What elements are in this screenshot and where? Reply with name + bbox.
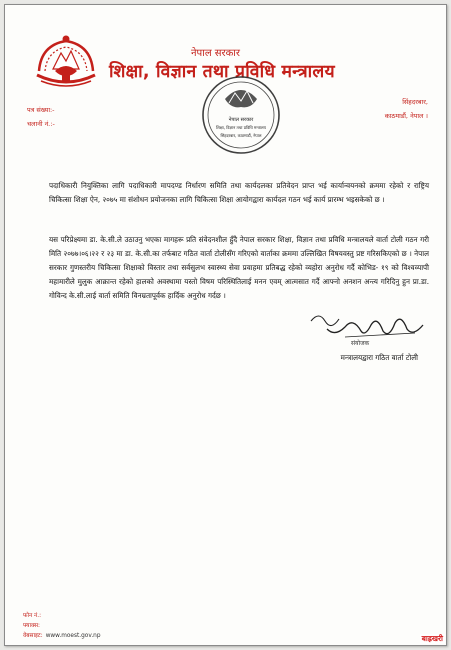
- body-paragraph-1: पदाधिकारी नियुक्तिका लागि पदाधिकारी मापदण्ड निर्धारण समिति तथा कार्यदलका प्रतिवेदन प्राप्त भई कार्यान्वयनको क्रममा रहेको र राष्ट्रिय चिकित्सा शिक्षा ऐन, २०७५ मा संशोधन प्रयोजनका लागि चिकित्सा शिक्षा आयोगद्वारा कार्यदल गठन भई कार्य प्रारम्भ भइसकेको छ ।: [49, 181, 429, 204]
- footer-phone: [23, 611, 41, 619]
- phone-label: फोन नं.:: [23, 613, 42, 619]
- nepal-emblem-logo: [31, 31, 101, 93]
- publisher-watermark: बाह्रखरी: [421, 634, 443, 643]
- footer-fax: [23, 621, 40, 629]
- signatory-title: मन्त्रालयद्वारा गठित वार्ता टोली: [340, 353, 418, 362]
- website-label: वेबसाइट:: [23, 633, 43, 639]
- dispatch-number-label: चलानी नं.:-: [27, 120, 55, 128]
- stamp-text-bottom: सिंहदरबार, काठमाडौं, नेपाल: [220, 133, 262, 138]
- fax-label: फ्याक्स:: [23, 623, 40, 629]
- footer-website: [23, 631, 101, 639]
- official-stamp: [199, 73, 283, 157]
- stamp-text-middle: शिक्षा, विज्ञान तथा प्रविधि मन्त्रालय: [216, 125, 266, 130]
- stamp-text-top: नेपाल सरकार: [228, 117, 254, 123]
- signature-initials: संयोजक: [351, 340, 370, 347]
- body-paragraph-2: यस परिप्रेक्ष्यमा डा. के.सी.ले उठाउनु भएका मागहरू प्रति संवेदनशील हुँदै नेपाल सरकार शिक्षा, विज्ञान तथा प्रविधि मन्त्रालयले वार्ता टोली गठन गरी मिति २०७७।०६।२२ र २३ मा डा. के.सी.का तर्फबाट गठित वार्ता टोलीसँग गरिएको वार्ताका क्रममा उल्लिखित विषयवस्तु प्रष्ट गरिसकिएको छ । नेपाल सरकार गुणस्तरीय चिकित्सा शिक्षाको विस्तार तथा सर्वसुलभ स्वास्थ्य सेवा प्रवाहमा प्रतिबद्ध रहेको व्यहोरा अनुरोध गर्दै कोभिड- १९ को विश्वव्यापी महामारीले मुलुक आक्रान्त रहेको हालको अवस्थामा यस्तो विषम परिस्थितिलाई मनन एवम् आत्मसात गर्दै आफ्नो अनशन अन्त्य गरिदिनु हुन प्रा.डा. गोविन्द के.सी.लाई वार्ता समिति विनम्रतापूर्वक हार्दिक अनुरोध गर्दछ ।: [49, 235, 429, 300]
- ministry-name: शिक्षा, विज्ञान तथा प्रविधि मन्त्रालय: [109, 62, 335, 82]
- government-name: नेपाल सरकार: [191, 48, 240, 59]
- address-line-2: काठमाडौं, नेपाल ।: [384, 112, 428, 120]
- website-url[interactable]: www.moest.gov.np: [45, 633, 101, 639]
- letter-number-label: पत्र संख्या:-: [27, 106, 55, 114]
- handwritten-signature: [305, 307, 429, 347]
- letter-page: [4, 4, 447, 646]
- address-line-1: सिंहदरबार,: [402, 98, 428, 106]
